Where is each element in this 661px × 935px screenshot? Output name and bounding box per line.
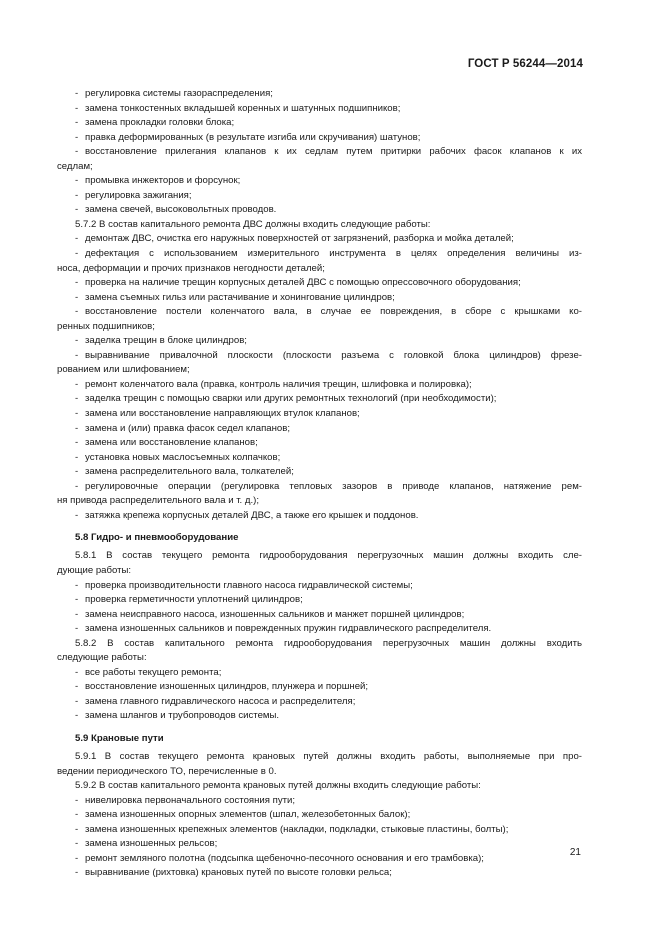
bullet-dash: -	[75, 608, 79, 620]
list-item	[57, 509, 582, 524]
list-item	[57, 709, 582, 724]
bullet-dash: -	[75, 189, 79, 201]
list-item-text: восстановление постели коленчатого вала, в случае ее повреждения, в сборе с крышками ко-	[85, 306, 582, 318]
bullet-dash: -	[75, 88, 79, 99]
list-item	[57, 334, 582, 349]
list-item-text: восстановление прилегания клапанов к их седлам путем притирки рабочих фасок клапанов к их	[85, 146, 582, 158]
list-item	[57, 436, 582, 451]
list-item-text: замена или восстановление клапанов;	[85, 437, 258, 449]
bullet-dash: -	[75, 710, 79, 722]
list-item	[57, 291, 582, 306]
list-item-text: замена шлангов и трубопроводов системы.	[85, 710, 280, 722]
list-item-text: замена изношенных опорных элементов (шпал, железобетонных балок);	[85, 809, 411, 821]
continuation-line: носа, деформации и прочих признаков негодности деталей;	[57, 262, 325, 274]
bullet-dash: -	[75, 349, 79, 361]
list-item-text: замена главного гидравлического насоса и распределителя;	[85, 695, 356, 707]
list-item-text: замена свечей, высоковольтных проводов.	[85, 204, 277, 216]
paragraph-line: 5.9.1 В состав текущего ремонта крановых путей должны входить работы, выполняемые при про-	[75, 750, 582, 762]
bullet-dash: -	[75, 378, 79, 390]
list-item-text: замена тонкостенных вкладышей коренных и шатунных подшипников;	[85, 102, 401, 114]
list-item-text: проверка на наличие трещин корпусных деталей ДВС с помощью опрессовочного оборудования;	[85, 277, 521, 289]
continuation-line: дующие работы:	[57, 564, 132, 576]
list-item	[57, 305, 582, 320]
list-item	[57, 145, 582, 160]
list-item-text: установка новых маслосъемных колпачков;	[85, 451, 281, 463]
list-item-text: проверка герметичности уплотнений цилиндров;	[85, 594, 303, 606]
bullet-dash: -	[75, 451, 79, 463]
paragraph-line: 5.7.2 В состав капитального ремонта ДВС должны входить следующие работы:	[75, 218, 431, 230]
continuation-line: ведении периодического ТО, перечисленные в 0.	[57, 765, 277, 777]
bullet-dash: -	[75, 466, 79, 478]
bullet-dash: -	[75, 277, 79, 289]
page-number: 21	[569, 847, 581, 858]
bullet-dash: -	[75, 666, 79, 678]
bullet-dash: -	[75, 102, 79, 114]
list-item-text: выравнивание привалочной плоскости (плоскости разъема с головкой блока цилиндров) фрезе-	[85, 349, 582, 361]
list-item-text: замена неисправного насоса, изношенных сальников и манжет поршней цилиндров;	[85, 608, 465, 620]
list-item	[57, 794, 582, 809]
list-item-text: замена или восстановление направляющих втулок клапанов;	[85, 408, 360, 420]
list-item	[57, 465, 582, 480]
list-item	[57, 102, 582, 117]
bullet-dash: -	[75, 393, 79, 405]
list-item-text: замена изношенных рельсов;	[85, 838, 218, 850]
bullet-dash: -	[75, 509, 79, 521]
list-item	[57, 203, 582, 218]
paragraph-line: 5.9.2 В состав капитального ремонта крановых путей должны входить следующие работы:	[75, 780, 481, 792]
bullet-dash: -	[75, 838, 79, 850]
bullet-dash: -	[75, 306, 79, 318]
continuation-line: следующие работы:	[57, 652, 147, 664]
list-item-text: ремонт коленчатого вала (правка, контроль наличия трещин, шлифовка и полировка);	[85, 378, 472, 390]
list-item-text: регулировка системы газораспределения;	[85, 88, 273, 99]
list-item-text: демонтаж ДВС, очистка его наружных поверхностей от загрязнений, разборка и мойка деталей;	[85, 233, 514, 245]
list-item	[57, 392, 582, 407]
bullet-dash: -	[75, 852, 79, 864]
list-item	[57, 579, 582, 594]
list-item-text: заделка трещин с помощью сварки или других ремонтных технологий (при необходимости);	[85, 393, 497, 405]
list-item-text: замена прокладки головки блока;	[85, 117, 235, 129]
list-item-text: замена изношенных сальников и поврежденных пружин гидравлического распределителя.	[85, 623, 492, 635]
list-item	[57, 407, 582, 422]
continuation-line: ренных подшипников;	[57, 320, 155, 332]
bullet-dash: -	[75, 623, 79, 635]
list-item-text: нивелировка первоначального состояния пути;	[85, 794, 296, 806]
document-code-header: ГОСТ Р 56244—2014	[467, 58, 583, 70]
bullet-dash: -	[75, 146, 79, 158]
paragraph-line: 5.8.1 В состав текущего ремонта гидрооборудования перегрузочных машин должны входить сле-	[75, 550, 582, 562]
bullet-dash: -	[75, 422, 79, 434]
continuation-line: ня привода распределительного вала и т. д.);	[57, 495, 260, 507]
bullet-dash: -	[75, 480, 79, 492]
list-item	[57, 823, 582, 838]
bullet-dash: -	[75, 809, 79, 821]
list-item	[57, 189, 582, 204]
continuation-line: седлам;	[57, 160, 93, 172]
bullet-dash: -	[75, 794, 79, 806]
list-item	[57, 680, 582, 695]
list-item	[57, 87, 582, 102]
list-item	[57, 622, 582, 637]
bullet-dash: -	[75, 681, 79, 693]
bullet-dash: -	[75, 204, 79, 216]
list-item-text: выравнивание (рихтовка) крановых путей по высоте головки рельса;	[85, 867, 392, 879]
list-item	[57, 695, 582, 710]
bullet-dash: -	[75, 117, 79, 129]
section-heading: 5.8 Гидро- и пневмооборудование	[75, 532, 239, 544]
list-item	[57, 131, 582, 146]
list-item	[57, 378, 582, 393]
bullet-dash: -	[75, 408, 79, 420]
list-item	[57, 480, 582, 495]
bullet-dash: -	[75, 131, 79, 143]
list-item	[57, 276, 582, 291]
list-item-text: регулировочные операции (регулировка тепловых зазоров в приводе клапанов, натяжение рем-	[85, 480, 582, 492]
list-item	[57, 422, 582, 437]
bullet-dash: -	[75, 695, 79, 707]
bullet-dash: -	[75, 175, 79, 187]
list-item-text: проверка производительности главного насоса гидравлической системы;	[85, 579, 413, 591]
list-item	[57, 593, 582, 608]
list-item	[57, 247, 582, 262]
continuation-line: рованием или шлифованием;	[57, 364, 190, 376]
list-item-text: замена и (или) правка фасок седел клапанов;	[85, 422, 291, 434]
list-item-text: замена съемных гильз или растачивание и хонингование цилиндров;	[85, 291, 395, 303]
list-item	[57, 116, 582, 131]
list-item	[57, 866, 582, 881]
list-item-text: замена изношенных крепежных элементов (накладки, подкладки, стыковые пластины, болты);	[85, 823, 509, 835]
list-item	[57, 608, 582, 623]
paragraph-line: 5.8.2 В состав капитального ремонта гидрооборудования перегрузочных машин должны входить	[75, 637, 582, 649]
list-item	[57, 837, 582, 852]
bullet-dash: -	[75, 291, 79, 303]
bullet-dash: -	[75, 579, 79, 591]
list-item-text: дефектация с использованием измерительного инструмента в целях определения величины из-	[85, 248, 582, 260]
list-item	[57, 232, 582, 247]
list-item-text: замена распределительного вала, толкателей;	[85, 466, 294, 478]
list-item	[57, 808, 582, 823]
list-item-text: ремонт земляного полотна (подсыпка щебеночно-песочного основания и его трамбовка);	[85, 852, 484, 864]
bullet-dash: -	[75, 437, 79, 449]
list-item	[57, 349, 582, 364]
list-item-text: заделка трещин в блоке цилиндров;	[85, 335, 247, 347]
list-item	[57, 852, 582, 867]
list-item-text: правка деформированных (в результате изгиба или скручивания) шатунов;	[85, 131, 421, 143]
list-item	[57, 174, 582, 189]
bullet-dash: -	[75, 867, 79, 879]
list-item-text: затяжка крепежа корпусных деталей ДВС, а также его крышек и поддонов.	[85, 509, 419, 521]
section-heading: 5.9 Крановые пути	[75, 732, 164, 744]
bullet-dash: -	[75, 248, 79, 260]
bullet-dash: -	[75, 335, 79, 347]
document-body	[57, 87, 582, 881]
list-item	[57, 451, 582, 466]
bullet-dash: -	[75, 594, 79, 606]
list-item-text: промывка инжекторов и форсунок;	[85, 175, 241, 187]
list-item-text: регулировка зажигания;	[85, 189, 192, 201]
bullet-dash: -	[75, 233, 79, 245]
list-item	[57, 666, 582, 681]
list-item-text: все работы текущего ремонта;	[85, 666, 222, 678]
bullet-dash: -	[75, 823, 79, 835]
list-item-text: восстановление изношенных цилиндров, плунжера и поршней;	[85, 681, 369, 693]
